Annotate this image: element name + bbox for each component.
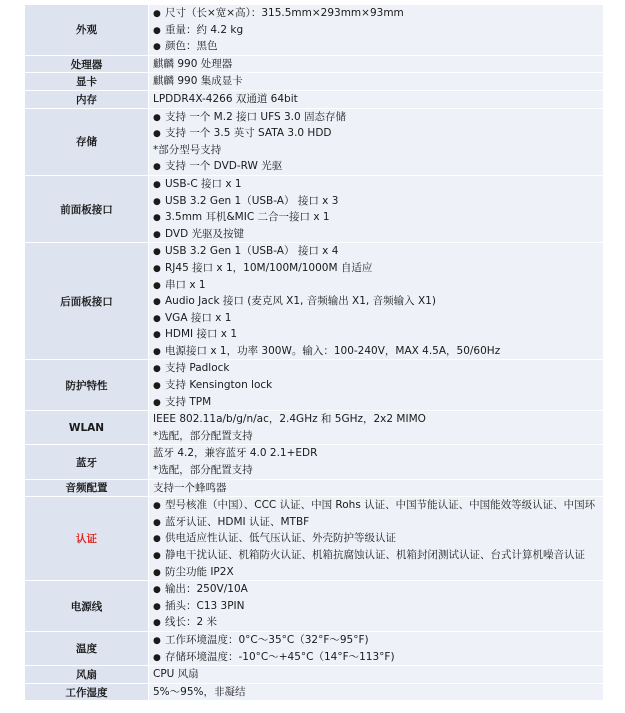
bullet-icon: ● xyxy=(153,501,161,512)
bullet-icon: ● xyxy=(153,280,161,291)
spec-value-line xyxy=(153,326,603,343)
spec-value-text: *选配，部分配置支持 xyxy=(153,429,253,442)
spec-value-line xyxy=(153,293,603,310)
bullet-icon: ● xyxy=(153,196,161,207)
spec-value-text: 蓝牙 4.2，兼容蓝牙 4.0 2.1+EDR xyxy=(153,447,318,460)
spec-label: 内存 xyxy=(25,90,149,108)
spec-value-text: 防尘功能 IP2X xyxy=(165,565,234,578)
spec-label: 蓝牙 xyxy=(25,445,149,479)
spec-value-text: *选配，部分配置支持 xyxy=(153,464,253,477)
bullet-icon: ● xyxy=(153,381,161,392)
spec-row xyxy=(25,497,604,581)
spec-label: 显卡 xyxy=(25,73,149,91)
spec-value-text: IEEE 802.11a/b/g/n/ac，2.4GHz 和 5GHz，2x2 MIMO xyxy=(153,413,426,426)
bullet-icon: ● xyxy=(153,313,161,324)
spec-row xyxy=(25,360,604,411)
bullet-icon: ● xyxy=(153,551,161,561)
spec-label: 处理器 xyxy=(25,55,149,73)
spec-value-line xyxy=(153,158,603,175)
spec-value-line xyxy=(153,684,603,701)
spec-value-text: 线长：2 米 xyxy=(165,616,218,629)
bullet-icon: ● xyxy=(153,635,161,646)
spec-value xyxy=(149,631,604,665)
bullet-icon: ● xyxy=(153,601,161,612)
spec-value-line xyxy=(153,360,603,377)
bullet-icon: ● xyxy=(153,229,161,240)
spec-value-line xyxy=(153,243,603,260)
spec-body xyxy=(25,5,604,701)
spec-value-text: 支持 一个 3.5 英寸 SATA 3.0 HDD xyxy=(165,127,332,140)
spec-value xyxy=(149,581,604,632)
bullet-icon: ● xyxy=(153,129,161,140)
bullet-icon: ● xyxy=(153,330,161,341)
spec-value-line xyxy=(153,598,603,615)
spec-value-text: 支持 TPM xyxy=(165,395,212,408)
spec-value-text: HDMI 接口 x 1 xyxy=(165,328,238,341)
bullet-icon: ● xyxy=(153,567,161,578)
spec-label: 外观 xyxy=(25,5,149,56)
spec-value xyxy=(149,360,604,411)
spec-value-line xyxy=(153,394,603,411)
spec-value-text: LPDDR4X-4266 双通道 64bit xyxy=(153,92,298,105)
bullet-icon: ● xyxy=(153,25,161,36)
spec-label: 风扇 xyxy=(25,666,149,684)
spec-row xyxy=(25,73,604,91)
spec-value-text: 麒麟 990 集成显卡 xyxy=(153,75,243,88)
spec-value-text: 输出：250V/10A xyxy=(165,583,248,596)
spec-value-text: RJ45 接口 x 1，10M/100M/1000M 自适应 xyxy=(165,261,373,274)
spec-value-text: 3.5mm 耳机&MIC 二合一接口 x 1 xyxy=(165,211,330,224)
spec-value-line xyxy=(153,5,603,22)
bullet-icon: ● xyxy=(153,297,161,308)
spec-value xyxy=(149,90,604,108)
spec-value-line xyxy=(153,632,603,649)
spec-value-line xyxy=(153,142,603,159)
bullet-icon: ● xyxy=(153,162,161,173)
spec-value-text: 串口 x 1 xyxy=(165,278,206,291)
spec-value xyxy=(149,55,604,73)
spec-value-text: 插头：C13 3PIN xyxy=(165,599,245,612)
spec-value-line xyxy=(153,445,603,462)
spec-value xyxy=(149,108,604,175)
bullet-icon: ● xyxy=(153,534,161,545)
spec-label: 前面板接口 xyxy=(25,175,149,242)
spec-value-line xyxy=(153,193,603,210)
spec-row xyxy=(25,683,604,701)
spec-value xyxy=(149,479,604,497)
spec-value-line xyxy=(153,277,603,294)
spec-value-line xyxy=(153,666,603,683)
spec-value-text: 支持 Padlock xyxy=(165,362,230,375)
spec-value-line xyxy=(153,411,603,428)
spec-value-text: 重量：约 4.2 kg xyxy=(165,23,244,36)
spec-value-text: DVD 光驱及按键 xyxy=(165,227,245,240)
spec-value-line xyxy=(153,547,603,564)
spec-value-line xyxy=(153,125,603,142)
spec-value-line xyxy=(153,91,603,108)
spec-value-text: 存储环境温度：-10°C～+45°C（14°F～113°F) xyxy=(165,650,395,663)
spec-value-line xyxy=(153,649,603,666)
spec-value xyxy=(149,683,604,701)
spec-value xyxy=(149,73,604,91)
spec-value-text: 支持 一个 M.2 接口 UFS 3.0 固态存储 xyxy=(165,110,347,123)
spec-row xyxy=(25,55,604,73)
spec-value-line xyxy=(153,310,603,327)
spec-value-text: 麒麟 990 处理器 xyxy=(153,57,233,70)
spec-value-line xyxy=(153,22,603,39)
spec-table xyxy=(24,4,604,701)
bullet-icon: ● xyxy=(153,397,161,408)
spec-value-line xyxy=(153,462,603,479)
spec-label: 存储 xyxy=(25,108,149,175)
spec-row xyxy=(25,666,604,684)
spec-value-text: 蓝牙认证、HDMI 认证、MTBF xyxy=(165,515,310,528)
spec-value-text: VGA 接口 x 1 xyxy=(165,311,232,324)
spec-label: 音频配置 xyxy=(25,479,149,497)
spec-value-text: 供电适应性认证、低气压认证、外壳防护等级认证 xyxy=(165,532,396,545)
spec-row xyxy=(25,175,604,242)
spec-value-text: 支持 一个 DVD-RW 光驱 xyxy=(165,160,283,173)
spec-value-text: 工作环境温度：0°C～35°C（32°F～95°F) xyxy=(165,633,369,646)
spec-label: 温度 xyxy=(25,631,149,665)
bullet-icon: ● xyxy=(153,263,161,274)
spec-value-line xyxy=(153,56,603,73)
bullet-icon: ● xyxy=(153,112,161,123)
spec-label: 防护特性 xyxy=(25,360,149,411)
spec-value-line xyxy=(153,377,603,394)
spec-row xyxy=(25,445,604,479)
bullet-icon: ● xyxy=(153,618,161,629)
spec-label: 认证 xyxy=(25,497,149,581)
spec-label: 工作湿度 xyxy=(25,683,149,701)
bullet-icon: ● xyxy=(153,585,161,596)
spec-value-text: 静电干扰认证、机箱防火认证、机箱抗腐蚀认证、机箱封闭测试认证、台式计算机噪音认证 xyxy=(165,549,585,561)
spec-value-line xyxy=(153,38,603,55)
bullet-icon: ● xyxy=(153,179,161,190)
spec-value-text: 电源接口 x 1，功率 300W。输入：100-240V，MAX 4.5A，50/60Hz xyxy=(165,344,501,357)
spec-row xyxy=(25,411,604,445)
spec-value-text: USB 3.2 Gen 1（USB-A） 接口 x 3 xyxy=(165,194,339,207)
spec-value-line xyxy=(153,226,603,243)
spec-value-line xyxy=(153,514,603,531)
spec-value-text: USB-C 接口 x 1 xyxy=(165,177,242,190)
spec-value-text: 5%～95%，非凝结 xyxy=(153,685,246,698)
spec-row xyxy=(25,479,604,497)
spec-row xyxy=(25,581,604,632)
spec-value-line xyxy=(153,564,603,581)
spec-value-line xyxy=(153,109,603,126)
spec-value-text: 支持 Kensington lock xyxy=(165,379,273,392)
spec-value xyxy=(149,666,604,684)
spec-value-line xyxy=(153,497,603,514)
spec-value xyxy=(149,497,604,581)
spec-value-line xyxy=(153,614,603,631)
bullet-icon: ● xyxy=(153,42,161,53)
spec-value-line xyxy=(153,209,603,226)
spec-value-line xyxy=(153,73,603,90)
spec-value-line xyxy=(153,176,603,193)
spec-label: 电源线 xyxy=(25,581,149,632)
spec-value-text: 支持一个蜂鸣器 xyxy=(153,481,227,494)
spec-value-line xyxy=(153,581,603,598)
spec-value-line xyxy=(153,480,603,497)
bullet-icon: ● xyxy=(153,213,161,224)
spec-value-text: 尺寸（长×宽×高）：315.5mm×293mm×93mm xyxy=(165,7,404,19)
bullet-icon: ● xyxy=(153,247,161,258)
spec-value-text: CPU 风扇 xyxy=(153,668,199,681)
bullet-icon: ● xyxy=(153,346,161,357)
spec-value xyxy=(149,411,604,445)
bullet-icon: ● xyxy=(153,652,161,663)
spec-value-text: 型号核准（中国）、CCC 认证、中国 Rohs 认证、中国节能认证、中国能效等级认证、中国环 xyxy=(165,499,596,512)
spec-value-line xyxy=(153,428,603,445)
bullet-icon: ● xyxy=(153,364,161,375)
bullet-icon: ● xyxy=(153,517,161,528)
spec-value xyxy=(149,243,604,360)
spec-value-line xyxy=(153,260,603,277)
spec-row xyxy=(25,243,604,360)
spec-value-text: 颜色：黑色 xyxy=(165,40,218,53)
spec-label: 后面板接口 xyxy=(25,243,149,360)
spec-row xyxy=(25,631,604,665)
bullet-icon: ● xyxy=(153,9,161,19)
spec-value-text: USB 3.2 Gen 1（USB-A） 接口 x 4 xyxy=(165,245,339,258)
spec-value xyxy=(149,445,604,479)
spec-row xyxy=(25,5,604,56)
spec-row xyxy=(25,108,604,175)
spec-value-text: Audio Jack 接口 (麦克风 X1, 音频输出 X1, 音频输入 X1) xyxy=(165,295,436,308)
spec-value-line xyxy=(153,530,603,547)
spec-row xyxy=(25,90,604,108)
spec-value xyxy=(149,5,604,56)
spec-label: WLAN xyxy=(25,411,149,445)
spec-value-line xyxy=(153,343,603,360)
spec-value xyxy=(149,175,604,242)
spec-value-text: *部分型号支持 xyxy=(153,143,222,156)
